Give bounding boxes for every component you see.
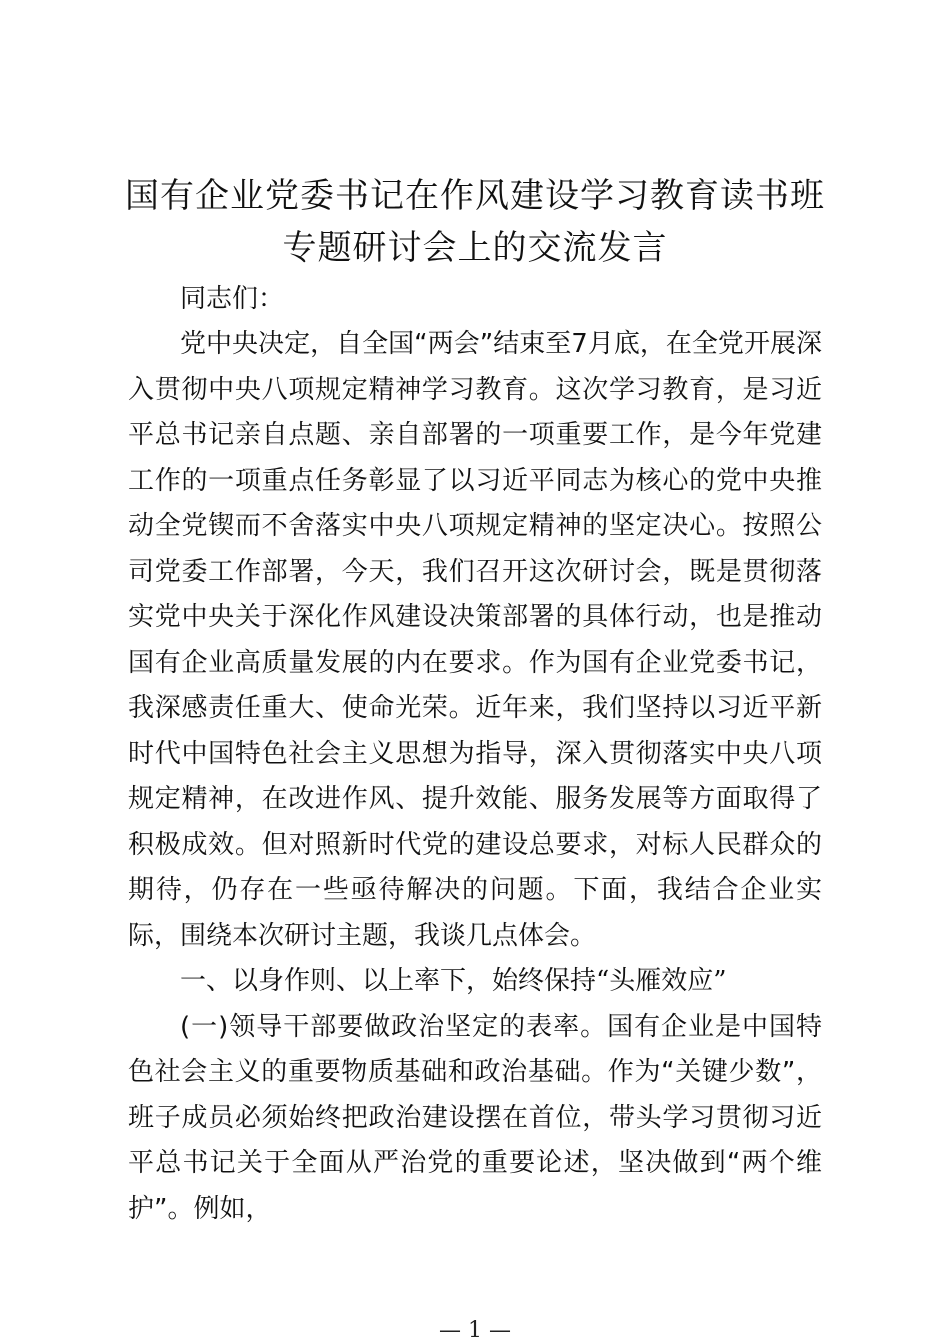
page-number: — 1 — [439,1318,511,1343]
title-line-2: 专题研讨会上的交流发言 [282,228,668,268]
paragraph-section-1-1: (一)领导干部要做政治坚定的表率。国有企业是中国特色社会主义的重要物质基础和政治基础。作为“关键少数”，班子成员必须始终把政治建设摆在首位，带头学习贯彻习近平总书记关于全面从严治党的重要论述，坚决做到“两个维护”。例如， [128,1011,822,1224]
document-title [100,170,850,274]
document-body [128,280,822,1232]
greeting: 同志们： [180,284,285,314]
title-line-1: 国有企业党委书记在作风建设学习教育读书班 [125,176,825,216]
section-heading-1: 一、以身作则、以上率下，始终保持“头雁效应” [180,966,727,996]
paragraph-intro: 党中央决定，自全国“两会”结束至7月底，在全党开展深入贯彻中央八项规定精神学习教育。这次学习教育，是习近平总书记亲自点题、亲自部署的一项重要工作，是今年党建工作的一项重点任务彰显了以习近平同志为核心的党中央推动全党锲而不舍落实中央八项规定精神的坚定决心。按照公司党委工作部署，今天，我们召开这次研讨会，既是贯彻落实党中央关于深化作风建设决策部署的具体行动，也是推动国有企业高质量发展的内在要求。作为国有企业党委书记，我深感责任重大、使命光荣。近年来，我们坚持以习近平新时代中国特色社会主义思想为指导，深入贯彻落实中央八项规定精神，在改进作风、提升效能、服务发展等方面取得了积极成效。但对照新时代党的建设总要求，对标人民群众的期待，仍存在一些亟待解决的问题。下面，我结合企业实际，围绕本次研讨主题，我谈几点体会。 [128,329,822,951]
